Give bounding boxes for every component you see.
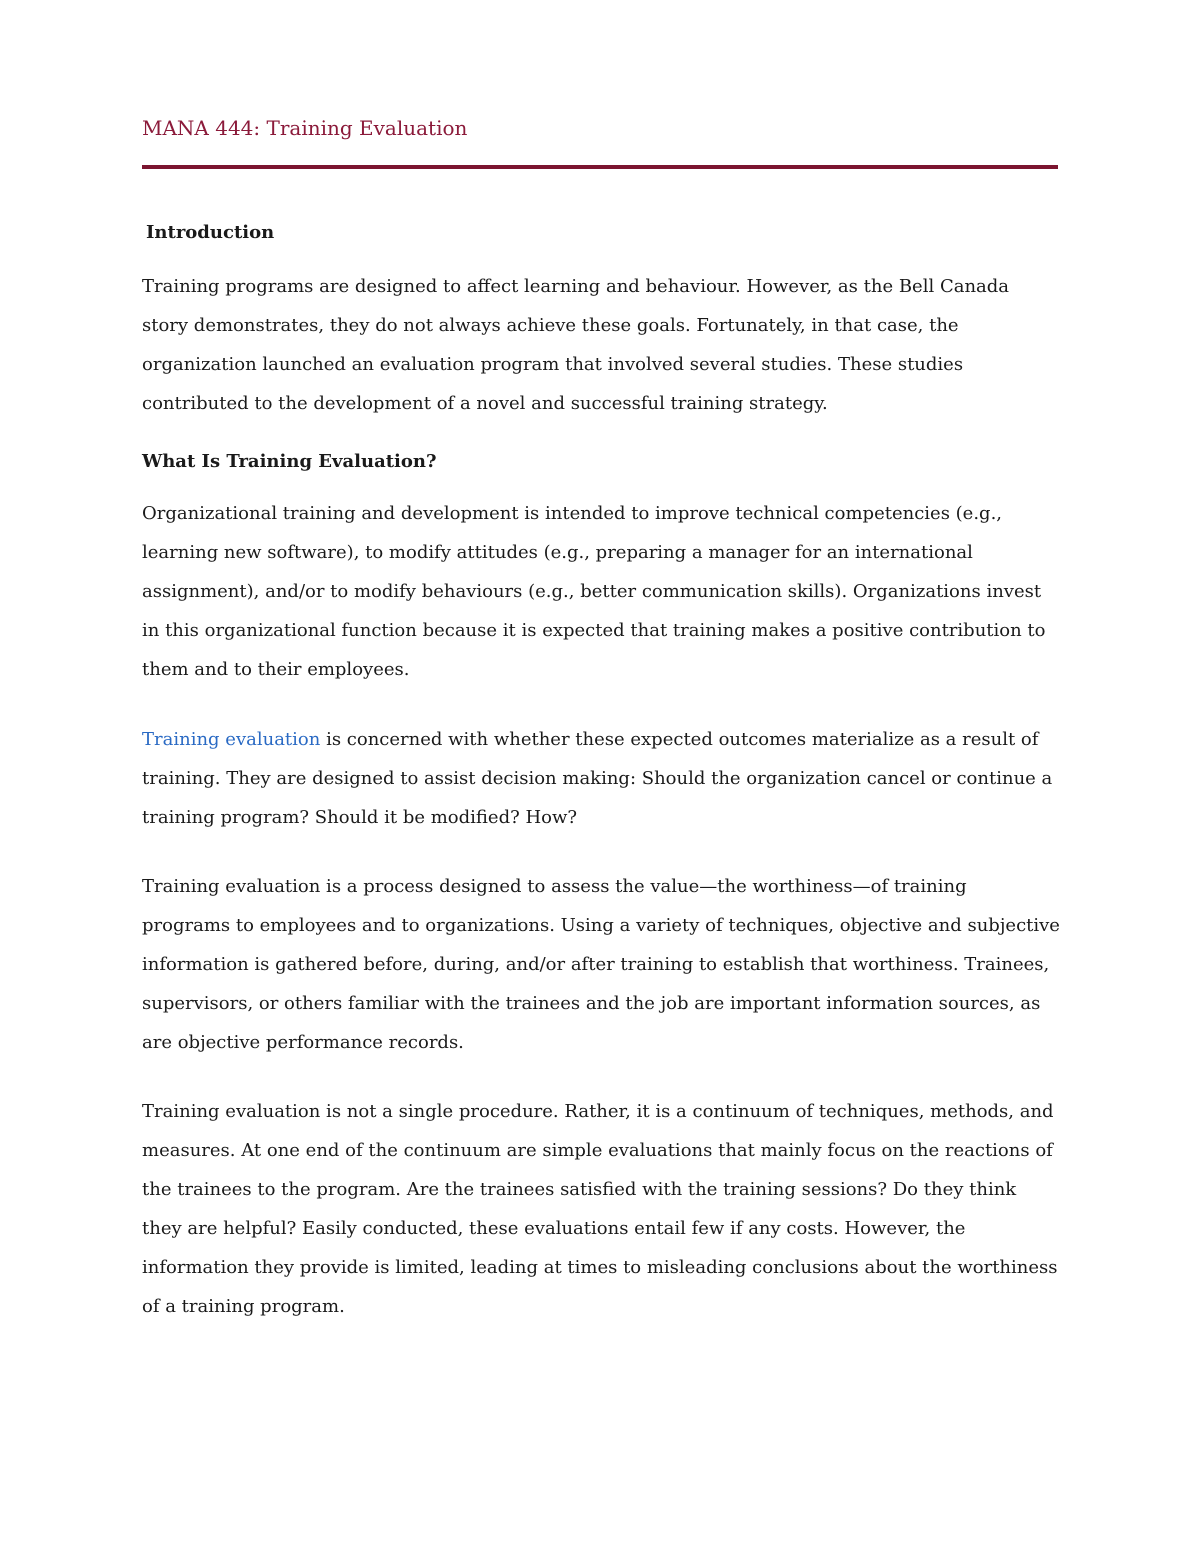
paragraph-introduction: Training programs are designed to affect learning and behaviour. However, as the Bell Canada story demonstrates, they do not always achieve these goals. Fortunately, in that case, the organization launched an evaluation program that involved several studies. These studies contributed to the development of a novel and successful training strategy.	[142, 276, 1010, 414]
heading-introduction: Introduction	[146, 222, 275, 243]
heading-what-is-training-evaluation: What Is Training Evaluation?	[142, 451, 437, 472]
title-divider	[142, 165, 1058, 169]
paragraph-training-evaluation-definition	[142, 720, 1060, 837]
training-evaluation-link[interactable]: Training evaluation	[142, 729, 321, 750]
paragraph-evaluation-process: Training evaluation is a process designed to assess the value—the worthiness—of training programs to employees and to organizations. Using a variety of techniques, objective and subjective information is gathered before, during, and/or after training to establish that worthiness. Trainees, supervisors, or others familiar with the trainees and the job are important information sources, as are objective performance records.	[142, 876, 1060, 1053]
paragraph-text: is concerned with whether these expected outcomes materialize as a result of training. They are designed to assist decision making: Should the organization cancel or continue a training program? Should it be modified? How?	[142, 729, 1053, 828]
document-title: MANA 444: Training Evaluation	[142, 116, 468, 140]
paragraph-organizational-training: Organizational training and development is intended to improve technical competencies (e.g., learning new software), to modify attitudes (e.g., preparing a manager for an international assignment), and/or to modify behaviours (e.g., better communication skills). Organizations invest in this organizational function because it is expected that training makes a positive contribution to them and to their employees.	[142, 503, 1046, 680]
paragraph-evaluation-continuum: Training evaluation is not a single procedure. Rather, it is a continuum of techniques, methods, and measures. At one end of the continuum are simple evaluations that mainly focus on the reactions of the trainees to the program. Are the trainees satisfied with the training sessions? Do they think they are helpful? Easily conducted, these evaluations entail few if any costs. However, the information they provide is limited, leading at times to misleading conclusions about the worthiness of a training program.	[142, 1101, 1058, 1317]
